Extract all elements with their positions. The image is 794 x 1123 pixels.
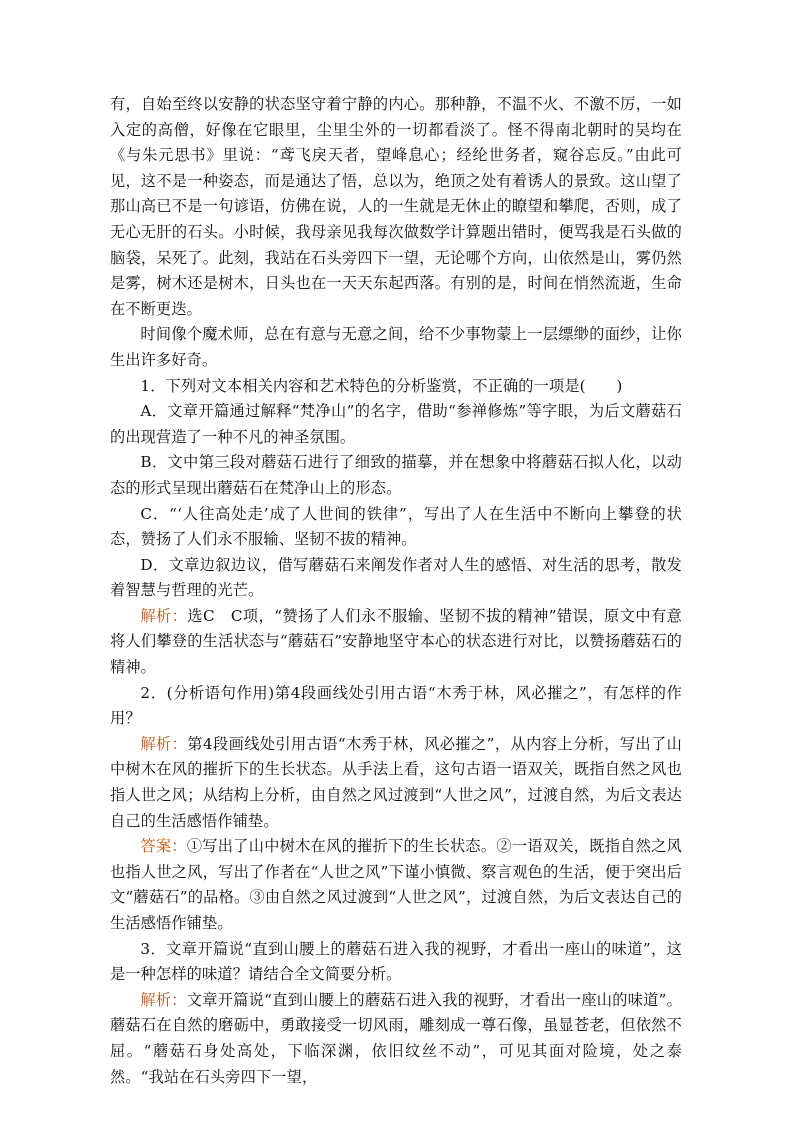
question-2-analysis bbox=[110, 732, 682, 834]
answer-text: ①写出了山中树木在风的摧折下的生长状态。②一语双关，既指自然之风也指人世之风，写出了作者在“人世之风”下谨小慎微、察言观色的生活，便于突出后文“蘑菇石”的品格。③由自然之风过渡到“人世之风”，过渡自然，为后文表达自己的生活感悟作铺垫。 bbox=[110, 837, 682, 932]
question-3-analysis bbox=[110, 988, 682, 1090]
analysis-text: 第4段画线处引用古语“木秀于林，风必摧之”，从内容上分析，写出了山中树木在风的摧折下的生长状态。从手法上看，这句古语一语双关，既指自然之风也指人世之风；从结构上分析，由自然之风过渡到“人世之风”，过渡自然，为后文表达自己的生活感悟作铺垫。 bbox=[110, 734, 682, 830]
analysis-label: 解析： bbox=[140, 606, 188, 625]
question-1-option-d: D．文章边叙边议，借写蘑菇石来阐发作者对人生的感悟、对生活的思考，散发着智慧与哲理的光芒。 bbox=[110, 555, 682, 600]
analysis-label: 解析： bbox=[140, 990, 187, 1009]
question-1-option-b: B．文中第三段对蘑菇石进行了细致的描摹，并在想象中将蘑菇石拟人化，以动态的形式呈现出蘑菇石在梵净山上的形态。 bbox=[110, 453, 682, 497]
question-1: 1．下列对文本相关内容和艺术特色的分析鉴赏，不正确的一项是( ) bbox=[140, 376, 623, 395]
analysis-text: 文章开篇说“直到山腰上的蘑菇石进入我的视野，才看出一座山的味道”。蘑菇石在自然的磨砺中，勇敢接受一切风雨，雕刻成一尊石像，虽显苍老，但依然不屈。“蘑菇石身处高处，下临深渊，依旧纹丝不动”，可见其面对险境，处之泰然。“我站在石头旁四下一望， bbox=[110, 990, 683, 1086]
question-3: 3．文章开篇说“直到山腰上的蘑菇石进入我的视野，才看出一座山的味道”，这是一种怎样的味道？请结合全文简要分析。 bbox=[110, 939, 682, 984]
question-2: 2．(分析语句作用)第4段画线处引用古语“木秀于林，风必摧之”，有怎样的作用？ bbox=[110, 683, 682, 728]
question-1-option-c: C．“‘人往高处走’成了人世间的铁律”，写出了人在生活中不断向上攀登的状态，赞扬了人们永不服输、坚韧不拔的精神。 bbox=[110, 504, 682, 549]
analysis-label: 解析： bbox=[140, 734, 188, 753]
document-page bbox=[110, 92, 682, 1090]
analysis-text: 选C C项，“赞扬了人们永不服输、坚韧不拔的精神”错误，原文中有意将人们攀登的生活状态与“蘑菇石”安静地坚守本心的状态进行对比，以赞扬蘑菇石的精神。 bbox=[110, 606, 682, 677]
question-1-option-a: A．文章开篇通过解释“梵净山”的名字，借助“参禅修炼”等字眼，为后文蘑菇石的出现营造了一种不凡的神圣氛围。 bbox=[110, 402, 682, 446]
body-paragraph: 有，自始至终以安静的状态坚守着宁静的内心。那种静，不温不火、不激不厉，一如入定的高僧，好像在它眼里，尘里尘外的一切都看淡了。怪不得南北朝时的吴均在《与朱元思书》里说：“鸢飞戾天者，望峰息心；经纶世务者，窥谷忘反。”由此可见，这不是一种姿态，而是通达了悟，总以为，绝顶之处有着诱人的景致。这山望了那山高已不是一句谚语，仿佛在说，人的一生就是无休止的瞭望和攀爬，否则，成了无心无肝的石头。小时候，我母亲见我每次做数学计算题出错时，便骂我是石头做的脑袋，呆死了。此刻，我站在石头旁四下一望，无论哪个方向，山依然是山，雾仍然是雾，树木还是树木，日头也在一天天东起西落。有别的是，时间在悄然流逝，生命在不断更迭。 bbox=[110, 95, 682, 318]
body-paragraph: 时间像个魔术师，总在有意与无意之间，给不少事物蒙上一层缥缈的面纱，让你生出许多好奇。 bbox=[110, 325, 682, 369]
answer-label: 答案： bbox=[140, 837, 187, 856]
question-2-answer bbox=[110, 834, 682, 936]
question-1-analysis bbox=[110, 604, 682, 681]
